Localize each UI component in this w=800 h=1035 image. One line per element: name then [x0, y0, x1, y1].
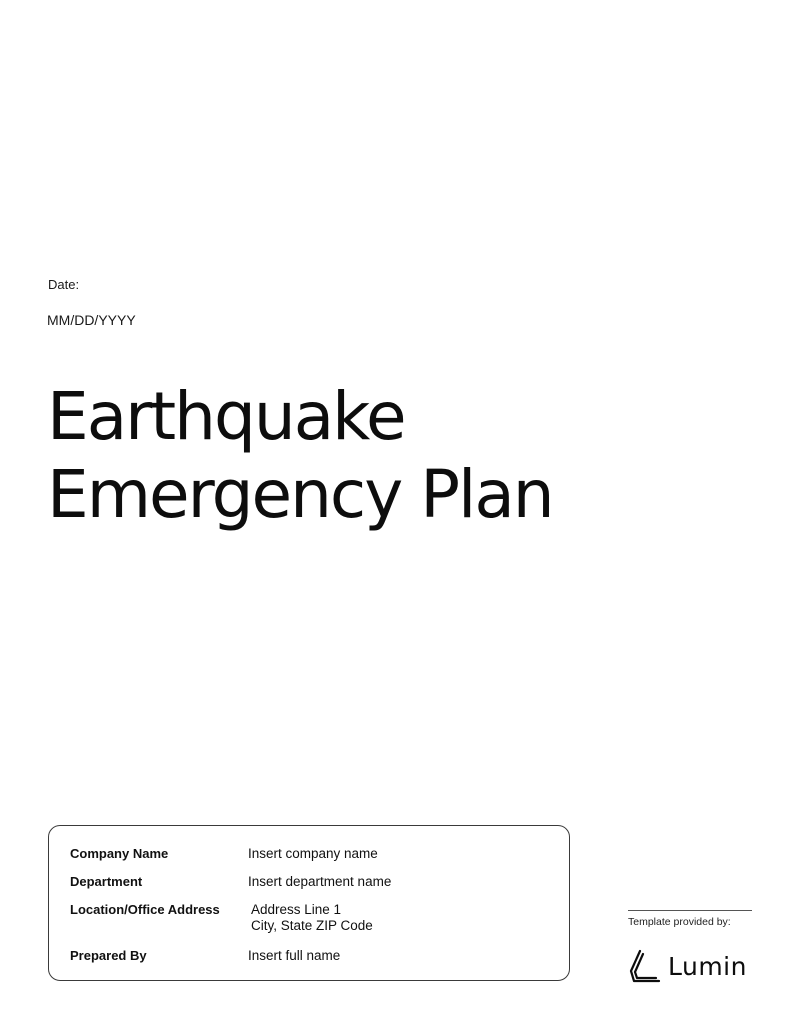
lumin-logo	[628, 946, 747, 986]
address-line-1[interactable]: Address Line 1	[251, 902, 342, 917]
lumin-logo-text: Lumin	[668, 951, 747, 981]
prepared-by-label: Prepared By	[70, 948, 147, 963]
date-value[interactable]: MM/DD/YYYY	[47, 312, 136, 328]
credit-divider	[628, 910, 752, 911]
title-line-1: Earthquake	[47, 378, 405, 455]
department-field[interactable]: Insert department name	[248, 874, 392, 889]
department-label: Department	[70, 874, 143, 889]
details-box	[48, 825, 570, 981]
address-line-2[interactable]: City, State ZIP Code	[251, 918, 373, 933]
address-field[interactable]	[251, 902, 373, 934]
credit-label: Template provided by:	[628, 916, 731, 928]
company-name-label: Company Name	[70, 846, 169, 861]
company-name-field[interactable]: Insert company name	[248, 846, 378, 861]
document-title	[47, 378, 553, 534]
address-label: Location/Office Address	[70, 902, 220, 917]
lumin-logo-icon	[628, 949, 662, 983]
date-label: Date:	[48, 277, 80, 292]
title-line-2: Emergency Plan	[47, 456, 553, 533]
prepared-by-field[interactable]: Insert full name	[248, 948, 341, 963]
